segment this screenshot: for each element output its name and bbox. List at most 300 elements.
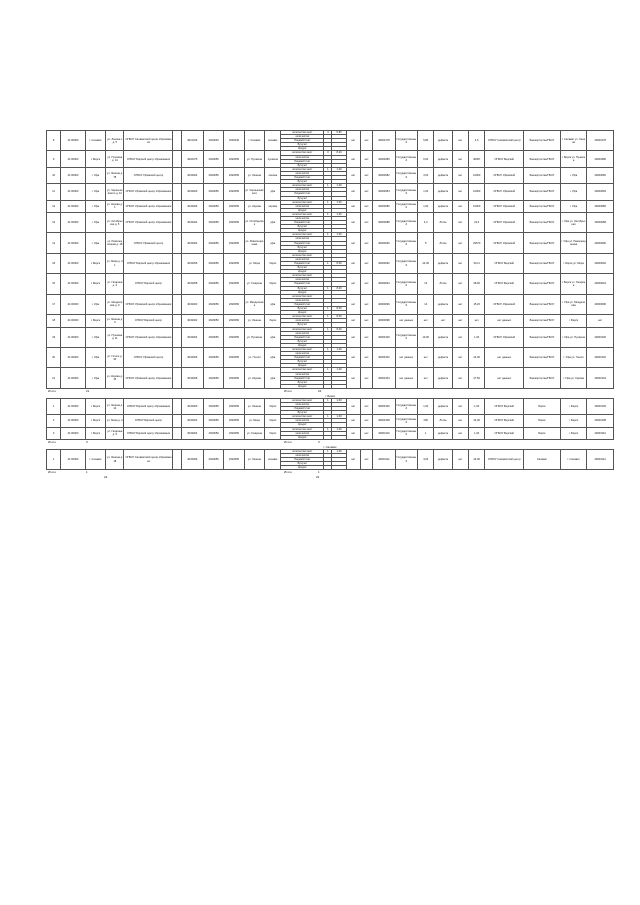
cell: нет <box>360 415 372 427</box>
cell: 24,0 <box>469 212 485 232</box>
cell: г. Бирск <box>85 415 105 427</box>
sub-cell: 1,00 <box>332 398 346 402</box>
cell: 2620050 <box>203 212 223 232</box>
cell: ОГБОУ Уфимский центр образования <box>124 327 173 347</box>
cell: дефектн <box>434 368 452 388</box>
cell <box>173 212 181 232</box>
sub-cell: 1,00 <box>332 233 346 237</box>
sub-cell: количество мест <box>281 233 324 237</box>
cell: уфа <box>265 368 281 388</box>
sub-cell: количество мест <box>281 184 324 188</box>
cell: ОГБОУ Уфимский <box>485 184 524 200</box>
sub-cell: Кредит <box>281 423 324 427</box>
cell: дефектн <box>434 131 452 151</box>
cell: нет <box>452 200 468 212</box>
cell: г. Уфа <box>85 233 105 253</box>
sub-cell: количество мест <box>281 398 324 402</box>
cell: 10 <box>47 167 61 183</box>
cell: г. Бирск <box>560 427 587 439</box>
cell: Башкортостан/ГБОУ <box>524 327 561 347</box>
cell: 2620050 <box>224 327 244 347</box>
cell: 2620050 <box>224 253 244 273</box>
cell: ОГБОУ Бирский <box>485 151 524 167</box>
sub-cell: Кредит <box>281 343 324 347</box>
cell: нет <box>469 315 485 327</box>
sub-cell: 8,00 <box>332 262 346 266</box>
sub-cell: Лицевой счет <box>281 241 324 245</box>
cell: 2620050 <box>203 184 223 200</box>
cell: Литое <box>434 233 452 253</box>
cell <box>173 398 181 414</box>
cell: 11 <box>47 184 61 200</box>
register-table <box>46 130 614 389</box>
sub-cell: Лицевой счет <box>281 458 324 462</box>
cell: г. Бирск ул. Гагарина <box>560 274 587 294</box>
cell: Башкортостан/ГБОУ <box>524 131 561 151</box>
cell: 41:00000 <box>61 233 85 253</box>
cell: нет <box>418 315 434 327</box>
sub-cell: Бухучет <box>281 143 324 147</box>
cell: нет <box>346 200 360 212</box>
cell: 5,80 <box>418 131 434 151</box>
cell: 40003086 <box>587 200 614 212</box>
cell: г. Уфа ул. Октябрьская <box>560 212 587 232</box>
cell: Бирск <box>524 427 561 439</box>
cell: 2620050 <box>224 368 244 388</box>
cell: ул. Гагарина д. 5 <box>106 427 124 439</box>
cell: 2620050 <box>203 427 223 439</box>
cell: ОГБОУ Бирский центр <box>124 415 173 427</box>
cell: 40003090 <box>373 233 395 253</box>
sub-cell: 1 <box>324 167 332 171</box>
cell: Государственный <box>395 449 417 469</box>
sub-cell: количество мест <box>281 315 324 319</box>
sub-cell <box>332 384 346 388</box>
cell: дефектн <box>434 167 452 183</box>
cell: 40003086 <box>373 200 395 212</box>
cell: ул. Революционная <box>244 233 264 253</box>
cell: ОГБОУ Уфимский <box>485 200 524 212</box>
sub-cell: Бухучет <box>281 163 324 167</box>
cell: 4043468 <box>181 368 203 388</box>
cell: 40003280 <box>587 151 614 167</box>
cell: 40003104 <box>587 368 614 388</box>
sub-cell: количество мест <box>281 415 324 419</box>
sub-cell: 1,00 <box>332 427 346 431</box>
sub-cell: Кредит <box>281 435 324 439</box>
cell: бирск <box>265 415 281 427</box>
sub-cell: количество мест <box>281 294 324 298</box>
cell: 40003178 <box>373 131 395 151</box>
cell: дефектн <box>434 347 452 367</box>
cell: ул. Менделеева д. 9 <box>106 294 124 314</box>
sub-cell: Кредит <box>281 270 324 274</box>
cell: 4043462 <box>181 415 203 427</box>
sub-cell: количество <box>281 135 324 139</box>
cell: 2620050 <box>224 233 244 253</box>
sub-cell: Бухучет <box>281 307 324 311</box>
sub-cell: 8,00 <box>332 315 346 319</box>
sub-cell: Кредит <box>281 364 324 368</box>
cell: 41:00000 <box>61 200 85 212</box>
sub-cell: количество мест <box>281 347 324 351</box>
cell: 40003100 <box>587 327 614 347</box>
cell: г. Бирск <box>560 315 587 327</box>
total-row <box>46 440 614 445</box>
cell: ул. Ленина <box>244 449 264 469</box>
cell: Государственный <box>395 253 417 273</box>
cell: ОГБОУ Салаватский центр <box>485 449 524 469</box>
cell: Башкортостан/ГБОУ <box>524 253 561 273</box>
cell <box>173 151 181 167</box>
cell: 40003102 <box>373 347 395 367</box>
cell: нет <box>434 315 452 327</box>
total-value: 22 <box>318 388 322 393</box>
cell: 2620050 <box>203 233 223 253</box>
cell: Башкортостан/ГБОУ <box>524 347 561 367</box>
sub-cell: Бухучет <box>281 286 324 290</box>
sub-cell: количество <box>281 204 324 208</box>
cell: 41:00000 <box>61 184 85 200</box>
cell: 40003094 <box>587 274 614 294</box>
cell: нет <box>360 427 372 439</box>
sub-cell: 8,00 <box>332 286 346 290</box>
cell: нет <box>360 398 372 414</box>
sub-cell: 1,00 <box>332 184 346 188</box>
cell: нет данных <box>485 368 524 388</box>
cell: ул. Гоголя д. 30 <box>106 347 124 367</box>
cell: Государственный <box>395 427 417 439</box>
cell: 41:00000 <box>61 327 85 347</box>
cell: уфа <box>265 327 281 347</box>
cell: 4043460 <box>181 184 203 200</box>
sub-cell: 1,00 <box>332 368 346 372</box>
cell: дефектн <box>434 151 452 167</box>
cell: 4043466 <box>181 200 203 212</box>
cell: Государственный <box>395 327 417 347</box>
sub-cell: количество мест <box>281 151 324 155</box>
cell <box>173 184 181 200</box>
cell: нет данных <box>395 347 417 367</box>
spreadsheet-page <box>46 130 614 480</box>
cell: 40003110 <box>373 427 395 439</box>
cell: 40003102 <box>587 347 614 367</box>
cell <box>173 415 181 427</box>
sub-cell: 1 <box>324 307 332 311</box>
cell: ул. Ленина <box>244 315 264 327</box>
cell: Башкортостан/ГБОУ <box>524 274 561 294</box>
cell: 40003096 <box>587 294 614 314</box>
cell: 5 <box>418 233 434 253</box>
cell: ОГБОУ Бирский центр образования <box>124 151 173 167</box>
total-value: 21 <box>86 388 90 393</box>
sub-cell: 1 <box>324 200 332 204</box>
cell: нет <box>360 294 372 314</box>
cell: г. Бирск <box>85 315 105 327</box>
cell: 2620050 <box>224 315 244 327</box>
cell: пушкина <box>265 151 281 167</box>
sub-cell: количество <box>281 298 324 302</box>
cell: нет <box>346 253 360 273</box>
sub-cell: 1 <box>324 184 332 188</box>
grand-total-row <box>46 475 614 480</box>
cell: 1 <box>47 398 61 414</box>
sub-cell <box>332 466 346 470</box>
cell: нет <box>360 212 372 232</box>
section-label: г. Салават <box>323 444 337 449</box>
cell: 4043464 <box>181 167 203 183</box>
cell: ОГБОУ Уфимский <box>485 327 524 347</box>
cell <box>173 274 181 294</box>
cell: ОГБОУ Уфимский центр образования <box>124 294 173 314</box>
cell: 40003090 <box>587 233 614 253</box>
cell <box>173 233 181 253</box>
cell <box>173 347 181 367</box>
cell: нет данных <box>395 315 417 327</box>
cell: 41:00000 <box>61 294 85 314</box>
cell: г. Бирск <box>560 415 587 427</box>
cell <box>173 167 181 183</box>
cell: г. Уфа <box>85 368 105 388</box>
cell: 14 <box>418 274 434 294</box>
cell: 21 <box>47 368 61 388</box>
sub-cell: 1 <box>324 286 332 290</box>
cell: нет <box>346 294 360 314</box>
cell: ОГБОУ Салаватский центр <box>485 131 524 151</box>
cell: г. Уфа ул. Гоголя <box>560 347 587 367</box>
cell: нет <box>452 233 468 253</box>
cell: 40003112 <box>373 449 395 469</box>
cell: г. Салават <box>85 131 105 151</box>
cell: нет <box>360 315 372 327</box>
total-label: Итого <box>48 439 56 444</box>
cell: нет <box>346 398 360 414</box>
cell: ленина <box>265 167 281 183</box>
cell: 41:00000 <box>61 151 85 167</box>
cell: ОГБОУ Бирский <box>485 427 524 439</box>
cell: дефектн <box>434 449 452 469</box>
cell: 4043464 <box>181 427 203 439</box>
cell: ОГБОУ Уфимский центр образования <box>124 212 173 232</box>
cell <box>173 368 181 388</box>
cell: нет <box>452 212 468 232</box>
cell: 4043456 <box>181 253 203 273</box>
cell: кирова <box>265 200 281 212</box>
cell: 3 <box>47 427 61 439</box>
sub-cell: количество <box>281 171 324 175</box>
cell: нет <box>587 315 614 327</box>
cell: ул. Ленина д. 78 <box>106 167 124 183</box>
cell: нет <box>452 347 468 367</box>
sub-cell: количество <box>281 237 324 241</box>
cell: 41:00000 <box>61 347 85 367</box>
cell: 2620050 <box>224 449 244 469</box>
cell: ул. Ленина д. 9 <box>106 315 124 327</box>
cell: 40003096 <box>373 294 395 314</box>
cell: 2620050 <box>203 315 223 327</box>
cell: 2620050 <box>203 253 223 273</box>
cell: 1,00 <box>418 200 434 212</box>
sub-cell: количество мест <box>281 253 324 257</box>
cell: 41:00000 <box>61 315 85 327</box>
cell: г. Уфа <box>85 184 105 200</box>
sub-cell: 1,00 <box>332 212 346 216</box>
cell: г. Уфа <box>85 347 105 367</box>
cell: г. Бирск <box>560 398 587 414</box>
cell: 1,00 <box>469 327 485 347</box>
sub-cell: Бухучет <box>281 180 324 184</box>
cell: 2620050 <box>224 294 244 314</box>
cell: Государственный <box>395 415 417 427</box>
cell: Бирск <box>524 398 561 414</box>
sub-cell: Бухучет <box>281 245 324 249</box>
sub-cell <box>332 435 346 439</box>
cell: 2020040 <box>203 131 223 151</box>
cell: ул. Пушкина д. 11 <box>106 327 124 347</box>
cell: Башкортостан/ГБОУ <box>524 200 561 212</box>
sub-cell: Кредит <box>281 384 324 388</box>
cell: 16000 <box>469 167 485 183</box>
cell: г. Уфа <box>560 200 587 212</box>
cell: 2620050 <box>224 167 244 183</box>
sub-cell: количество мест <box>281 131 324 135</box>
cell: 2620050 <box>203 167 223 183</box>
cell: г. Уфа <box>85 327 105 347</box>
cell: 24,00 <box>469 449 485 469</box>
sub-cell: количество мест <box>281 167 324 171</box>
sub-cell: Лицевой счет <box>281 192 324 196</box>
cell: ул. Гагарина <box>244 274 264 294</box>
cell: бирск <box>265 427 281 439</box>
cell: Государственный <box>395 151 417 167</box>
sub-cell: Лицевой счет <box>281 356 324 360</box>
sub-cell: Лицевой счет <box>281 159 324 163</box>
cell: 2620050 <box>224 347 244 367</box>
cell: 41:00000 <box>61 253 85 273</box>
cell: дефектн <box>434 200 452 212</box>
cell <box>173 449 181 469</box>
sub-cell: 1 <box>324 315 332 319</box>
sub-cell: 1,00 <box>332 200 346 204</box>
sub-cell: 1 <box>324 262 332 266</box>
cell: Литое <box>434 212 452 232</box>
cell: нет <box>452 167 468 183</box>
cell: 4043462 <box>181 315 203 327</box>
cell: ул. Октябрьская д. 5 <box>106 212 124 232</box>
sub-cell: Бухучет <box>281 225 324 229</box>
sub-cell: Бухучет <box>281 411 324 415</box>
section-label: г. Бирск <box>325 393 335 398</box>
sub-cell: Бухучет <box>281 266 324 270</box>
cell: г. Бирск <box>85 398 105 414</box>
cell: г. Уфа <box>85 200 105 212</box>
cell: 41:00000 <box>61 167 85 183</box>
sub-cell: 8,00 <box>332 307 346 311</box>
cell: 4043458 <box>181 274 203 294</box>
sub-cell: 5,80 <box>332 131 346 135</box>
cell: ОГБОУ Бирский центр образования <box>124 253 173 273</box>
cell: ОГБОУ Уфимский центр образования <box>124 184 173 200</box>
cell: ОГБОУ Бирский центр <box>124 274 173 294</box>
sub-cell: количество мест <box>281 212 324 216</box>
cell: Литое <box>434 415 452 427</box>
cell: нет <box>346 315 360 327</box>
cell: 41:00000 <box>61 131 85 151</box>
cell: 4,00 <box>418 449 434 469</box>
cell: ОГБОУ Уфимский центр <box>124 347 173 367</box>
cell: 40003098 <box>373 315 395 327</box>
cell: 13 <box>47 212 61 232</box>
sub-cell <box>324 435 332 439</box>
cell: 200 <box>418 415 434 427</box>
cell: 40003104 <box>373 368 395 388</box>
cell: г. Бирск <box>85 427 105 439</box>
sub-cell: Бухучет <box>281 462 324 466</box>
sub-cell: 1,00 <box>332 347 346 351</box>
sub-cell: 1,00 <box>332 415 346 419</box>
cell: 2020040 <box>224 131 244 151</box>
sub-cell <box>324 466 332 470</box>
cell: 14 <box>418 294 434 314</box>
sub-cell: количество мест <box>281 327 324 331</box>
cell: 4,0 <box>418 212 434 232</box>
sub-cell: количество <box>281 331 324 335</box>
cell: дефектн <box>434 253 452 273</box>
sub-cell: 1 <box>324 427 332 431</box>
cell: ул. Ленина д. 14 <box>106 398 124 414</box>
cell: Башкортостан/ГБОУ <box>524 151 561 167</box>
cell: 40003108 <box>587 415 614 427</box>
sub-cell: количество мест <box>281 427 324 431</box>
sub-cell <box>324 384 332 388</box>
cell: 4043462 <box>181 212 203 232</box>
cell: ул. Пушкина д. 14 <box>106 151 124 167</box>
cell: 2620050 <box>203 368 223 388</box>
cell: нет <box>360 167 372 183</box>
sub-cell: количество <box>281 419 324 423</box>
sub-cell: 1 <box>324 327 332 331</box>
sub-cell: Кредит <box>281 249 324 253</box>
total-value: 3 <box>86 439 88 444</box>
cell: салават <box>265 449 281 469</box>
cell: 16 <box>47 274 61 294</box>
cell: 40003100 <box>373 327 395 347</box>
sub-cell: Лицевой счет <box>281 282 324 286</box>
cell: уфа <box>265 212 281 232</box>
cell: Государственный <box>395 233 417 253</box>
cell: ул. Мира <box>244 415 264 427</box>
cell: 16000 <box>469 200 485 212</box>
sub-cell: Бухучет <box>281 323 324 327</box>
cell: Государственный <box>395 274 417 294</box>
cell: 41:00000 <box>61 415 85 427</box>
cell: нет <box>452 427 468 439</box>
cell: ОГБОУ Бирский <box>485 274 524 294</box>
cell: 4043466 <box>181 347 203 367</box>
cell: 40003088 <box>373 212 395 232</box>
cell: нет <box>360 274 372 294</box>
total-label: Итого <box>284 439 292 444</box>
sub-cell: количество мест <box>281 368 324 372</box>
cell: ОГБОУ Салаватский центр образования <box>124 449 173 469</box>
total-label: Итого <box>48 388 56 393</box>
cell: г. Бирск ул. Пушкина <box>560 151 587 167</box>
cell: г. Уфа ул. Революционная <box>560 233 587 253</box>
cell: 28,92 <box>469 274 485 294</box>
cell: нет <box>452 131 468 151</box>
cell: 4043464 <box>181 233 203 253</box>
cell: ул. Пушкина <box>244 327 264 347</box>
